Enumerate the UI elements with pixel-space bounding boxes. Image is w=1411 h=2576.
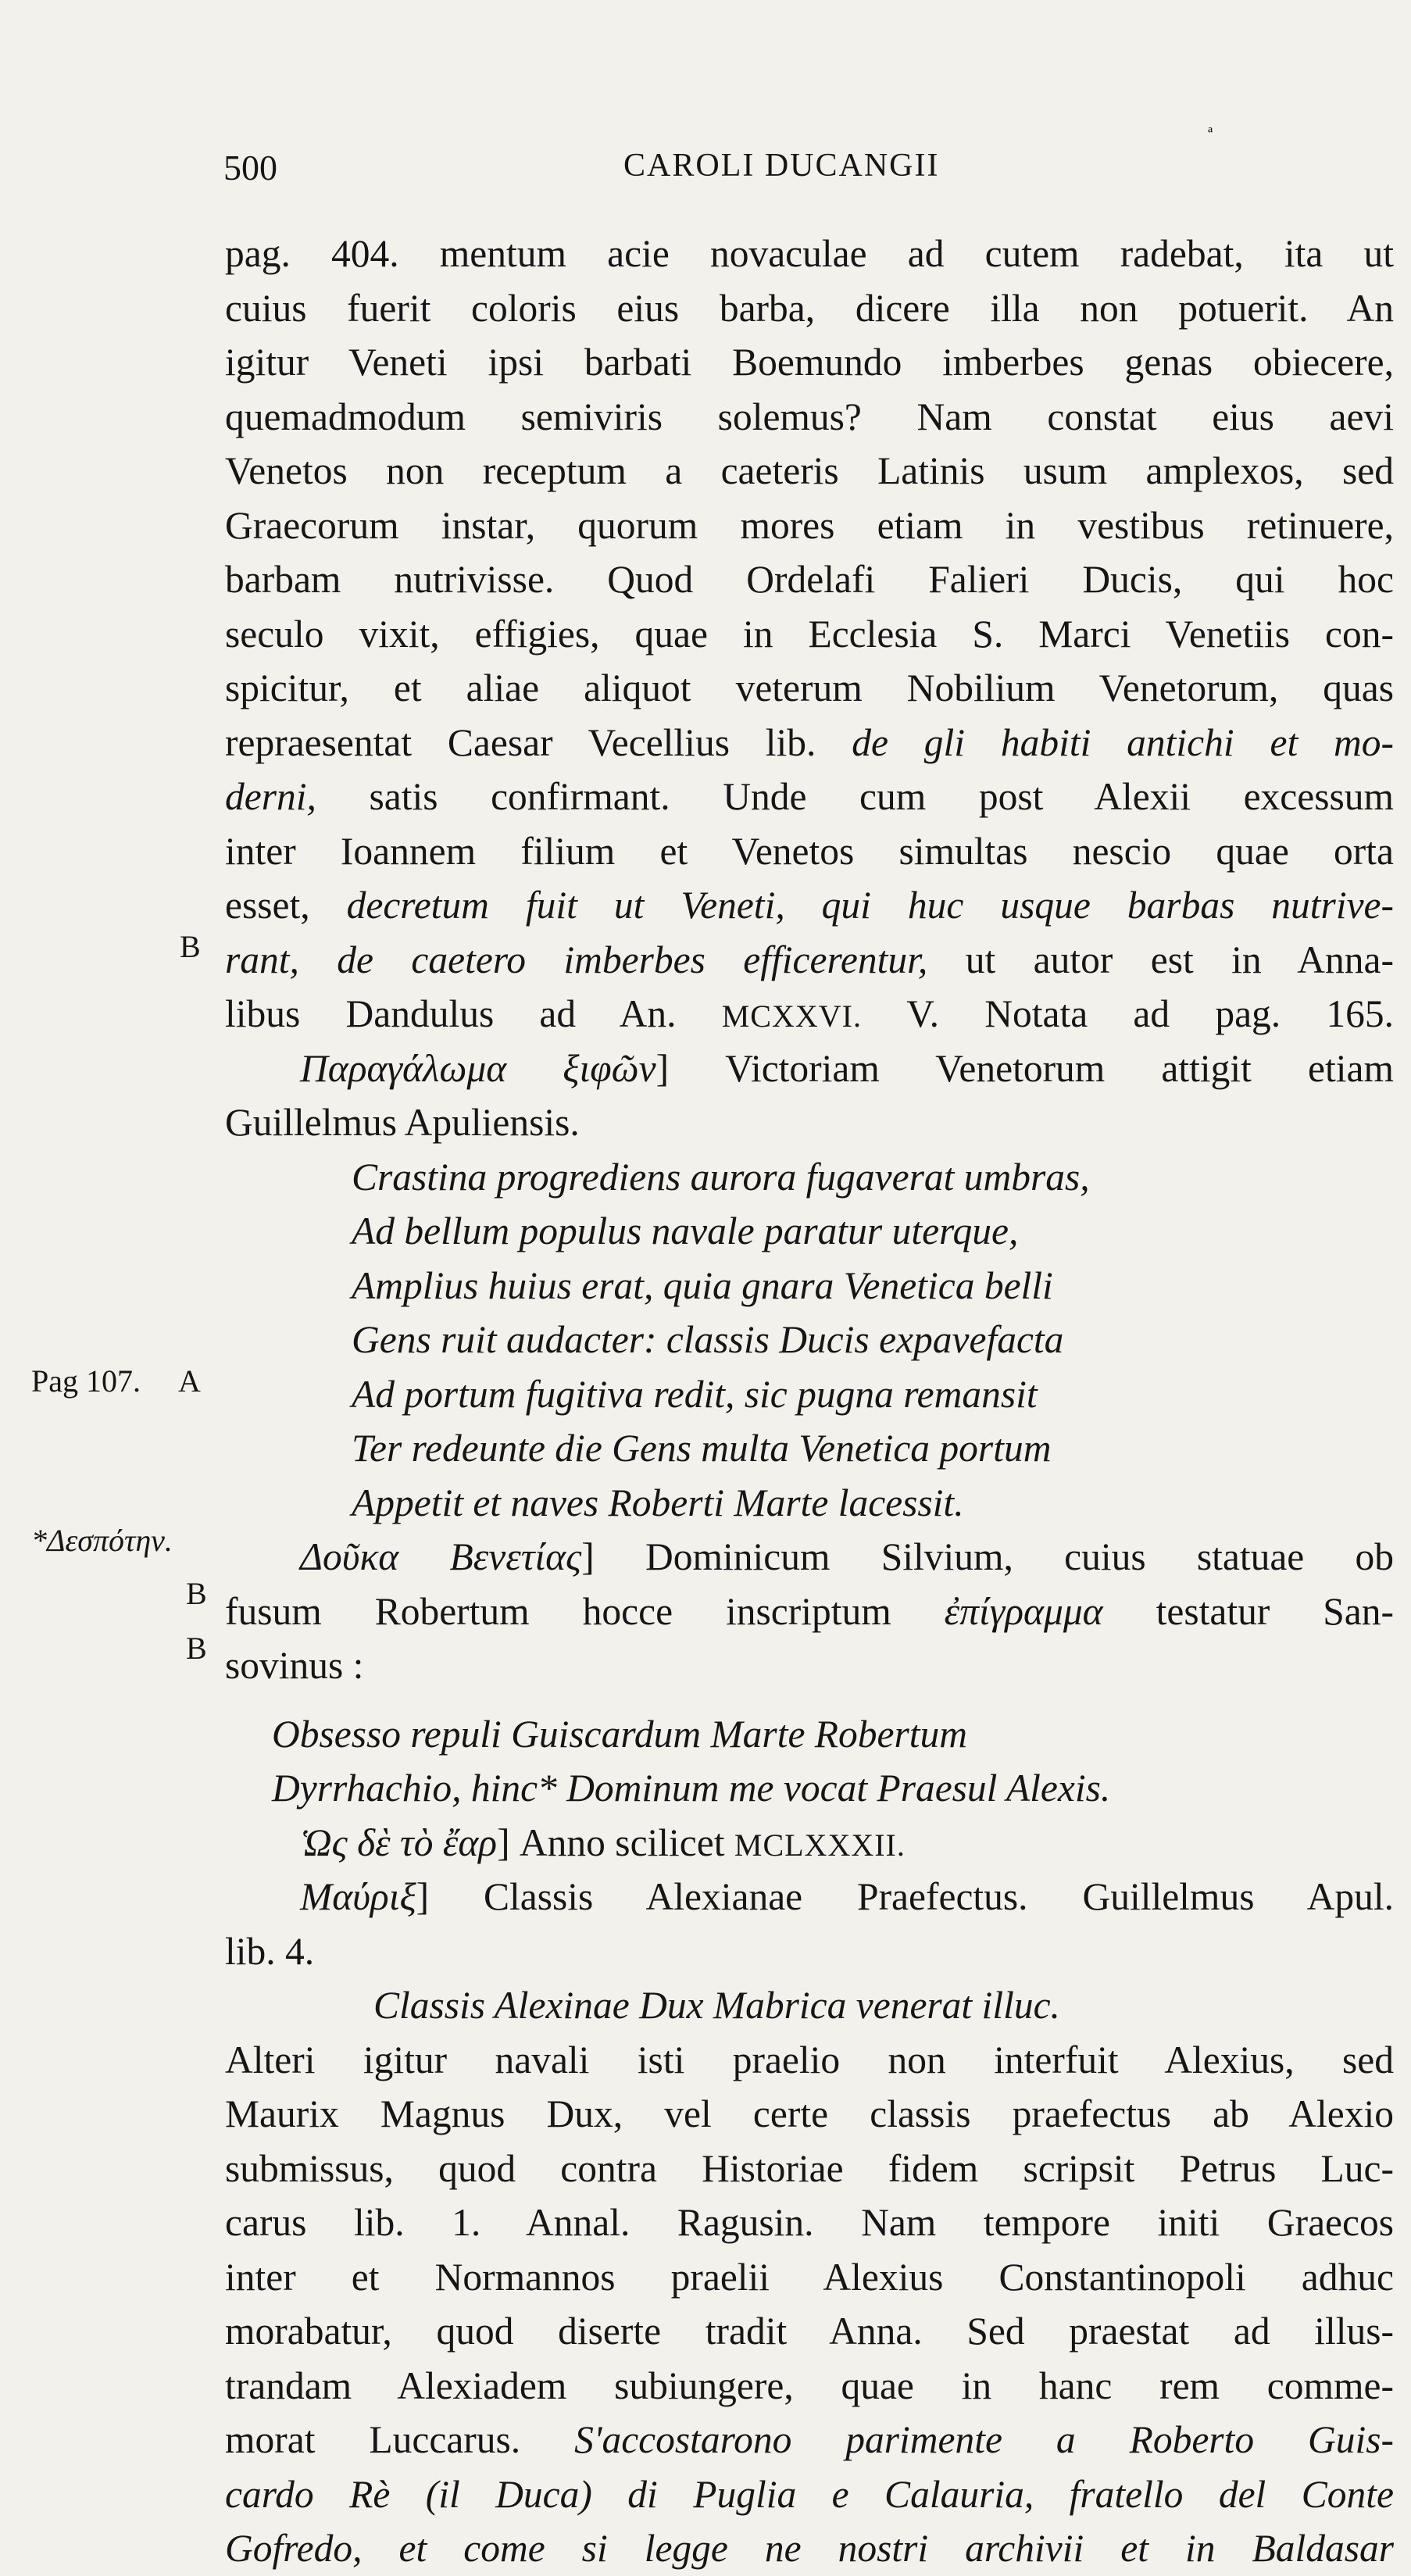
body-text	[225, 227, 1394, 2576]
text-line: Maurix Magnus Dux, vel certe classis praefectus ab Alexio	[225, 2092, 1394, 2135]
margin-letter-b: B	[186, 1576, 207, 1611]
margin-letter-b: B	[180, 929, 201, 964]
text-line	[225, 1041, 1394, 1096]
verse-line: Crastina progrediens aurora fugaverat umbras,	[352, 1155, 1090, 1199]
text-line	[225, 2413, 1394, 2467]
verse-line: Ad portum fugitiva redit, sic pugna remansit	[352, 1372, 1038, 1416]
margin-page-ref: Pag 107.	[31, 1363, 141, 1399]
greek-lemma: Δοῦκα Βενετίας	[300, 1535, 582, 1578]
text-line	[225, 1870, 1394, 1924]
italic-quote: S'accostarono parimente a Roberto Guis-	[574, 2418, 1394, 2461]
text-line	[225, 987, 1394, 1041]
text-line: seculo vixit, effigies, quae in Ecclesia S. Marci Venetiis con-	[225, 612, 1394, 656]
text-line: barbam nutrivisse. Quod Ordelafi Falieri Ducis, qui hoc	[225, 558, 1394, 601]
italic-quote: Gofredo, et come si legge ne nostri archivii et in Baldasar	[225, 2527, 1394, 2570]
text-span: satis confirmant. Unde cum post Alexii excessum	[369, 775, 1395, 818]
text-line	[225, 933, 1394, 988]
italic-title: de gli habiti antichi et mo-	[852, 720, 1394, 764]
text-span: libus Dandulus ad An.	[225, 992, 677, 1035]
text-span: fusum Robertum hocce inscriptum	[225, 1589, 891, 1633]
text-line	[225, 878, 1394, 933]
text-line: trandam Alexiadem subiungere, quae in hanc rem comme-	[225, 2363, 1394, 2407]
verse-line: Ad bellum populus navale paratur uterque,	[352, 1209, 1019, 1252]
text-line: Venetos non receptum a caeteris Latinis usum amplexos, sed	[225, 449, 1394, 492]
page-number: 500	[223, 148, 277, 188]
text-line	[225, 716, 1394, 770]
text-line	[225, 2467, 1394, 2522]
text-line: igitur Veneti ipsi barbati Boemundo imberbes genas obiecere,	[225, 341, 1394, 384]
text-line	[225, 770, 1394, 824]
italic-quote: decretum fuit ut Veneti, qui huc usque barbas nutrive-	[346, 884, 1394, 927]
italic-quote: cardo Rè (il Duca) di Puglia e Calauria, fratello del Conte	[225, 2472, 1394, 2516]
text-line: carus lib. 1. Annal. Ragusin. Nam tempore initi Graecos	[225, 2201, 1394, 2244]
roman-date: MCXXVI.	[721, 999, 862, 1034]
verse-line: Appetit et naves Roberti Marte lacessit.	[352, 1481, 964, 1524]
text-span: V. Notata ad pag. 165.	[906, 992, 1394, 1035]
text-line: pag. 404. mentum acie novaculae ad cutem radebat, ita ut	[225, 232, 1394, 275]
text-line: lib. 4.	[225, 1929, 315, 1973]
text-line: cuius fuerit coloris eius barba, dicere illa non potuerit. An	[225, 286, 1394, 330]
running-title: CAROLI DUCANGII	[623, 148, 940, 184]
verse-line: Amplius huius erat, quia gnara Venetica belli	[352, 1263, 1053, 1307]
text-line	[225, 1530, 1394, 1585]
text-span: ut autor est in Anna-	[965, 938, 1395, 981]
margin-letter-b: B	[186, 1631, 207, 1666]
verse-line: Dyrrhachio, hinc* Dominum me vocat Praesul Alexis.	[272, 1767, 1111, 1810]
text-line: morabatur, quod diserte tradit Anna. Sed praestat ad illus-	[225, 2310, 1394, 2353]
margin-letter-a: A	[178, 1363, 201, 1399]
text-span: ] Victoriam Venetorum attigit etiam	[655, 1046, 1394, 1090]
text-line: spicitur, et aliae aliquot veterum Nobilium Venetorum, quas	[225, 666, 1394, 709]
roman-date: MCLXXXII.	[734, 1827, 906, 1863]
greek-lemma: Παραγάλωμα ξιφῶν	[300, 1046, 656, 1090]
text-line: Guillelmus Apuliensis.	[225, 1101, 580, 1144]
text-span: morat Luccarus.	[225, 2418, 521, 2461]
text-line: inter et Normannos praelii Alexius Constantinopoli adhuc	[225, 2255, 1394, 2299]
text-line	[225, 1585, 1394, 1639]
text-span: esset,	[225, 884, 310, 927]
text-line: submissus, quod contra Historiae fidem scripsit Petrus Luc-	[225, 2146, 1394, 2190]
margin-greek-note: *Δεσπότην.	[31, 1523, 173, 1558]
verse-line: Classis Alexinae Dux Mabrica venerat illuc.	[373, 1984, 1060, 2027]
text-line: sovinus :	[225, 1644, 364, 1687]
text-span: ] Dominicum Silvium, cuius statuae ob	[581, 1535, 1394, 1578]
greek-lemma: Μαύριξ	[300, 1875, 416, 1918]
text-line	[225, 2521, 1394, 2576]
text-line: inter Ioannem filium et Venetos simultas nescio quae orta	[225, 829, 1394, 873]
text-line	[225, 1816, 1394, 1870]
italic-quote: rant, de caetero imberbes efficerentur,	[225, 938, 928, 981]
text-line: Alteri igitur navali isti praelio non interfuit Alexius, sed	[225, 2038, 1394, 2081]
text-line: Graecorum instar, quorum mores etiam in vestibus retinuere,	[225, 503, 1394, 547]
text-span: ] Anno scilicet	[497, 1820, 725, 1864]
text-line: quemadmodum semiviris solemus? Nam constat eius aevi	[225, 395, 1394, 438]
text-span: ] Classis Alexianae Praefectus. Guillelmus Apul.	[416, 1875, 1394, 1918]
corner-mark: ª	[1208, 123, 1213, 143]
italic-title: derni,	[225, 775, 316, 818]
text-span: testatur San-	[1156, 1589, 1394, 1633]
greek-word: ἐπίγραμμα	[944, 1589, 1103, 1633]
greek-lemma: Ὡς δὲ τὸ ἔαρ	[300, 1820, 498, 1864]
verse-line: Ter redeunte die Gens multa Venetica portum	[352, 1427, 1052, 1470]
text-span: repraesentat Caesar Vecellius lib.	[225, 720, 816, 764]
verse-line: Obsesso repuli Guiscardum Marte Robertum	[272, 1712, 968, 1756]
verse-line: Gens ruit audacter: classis Ducis expavefacta	[352, 1318, 1064, 1361]
page-header	[0, 123, 1411, 202]
